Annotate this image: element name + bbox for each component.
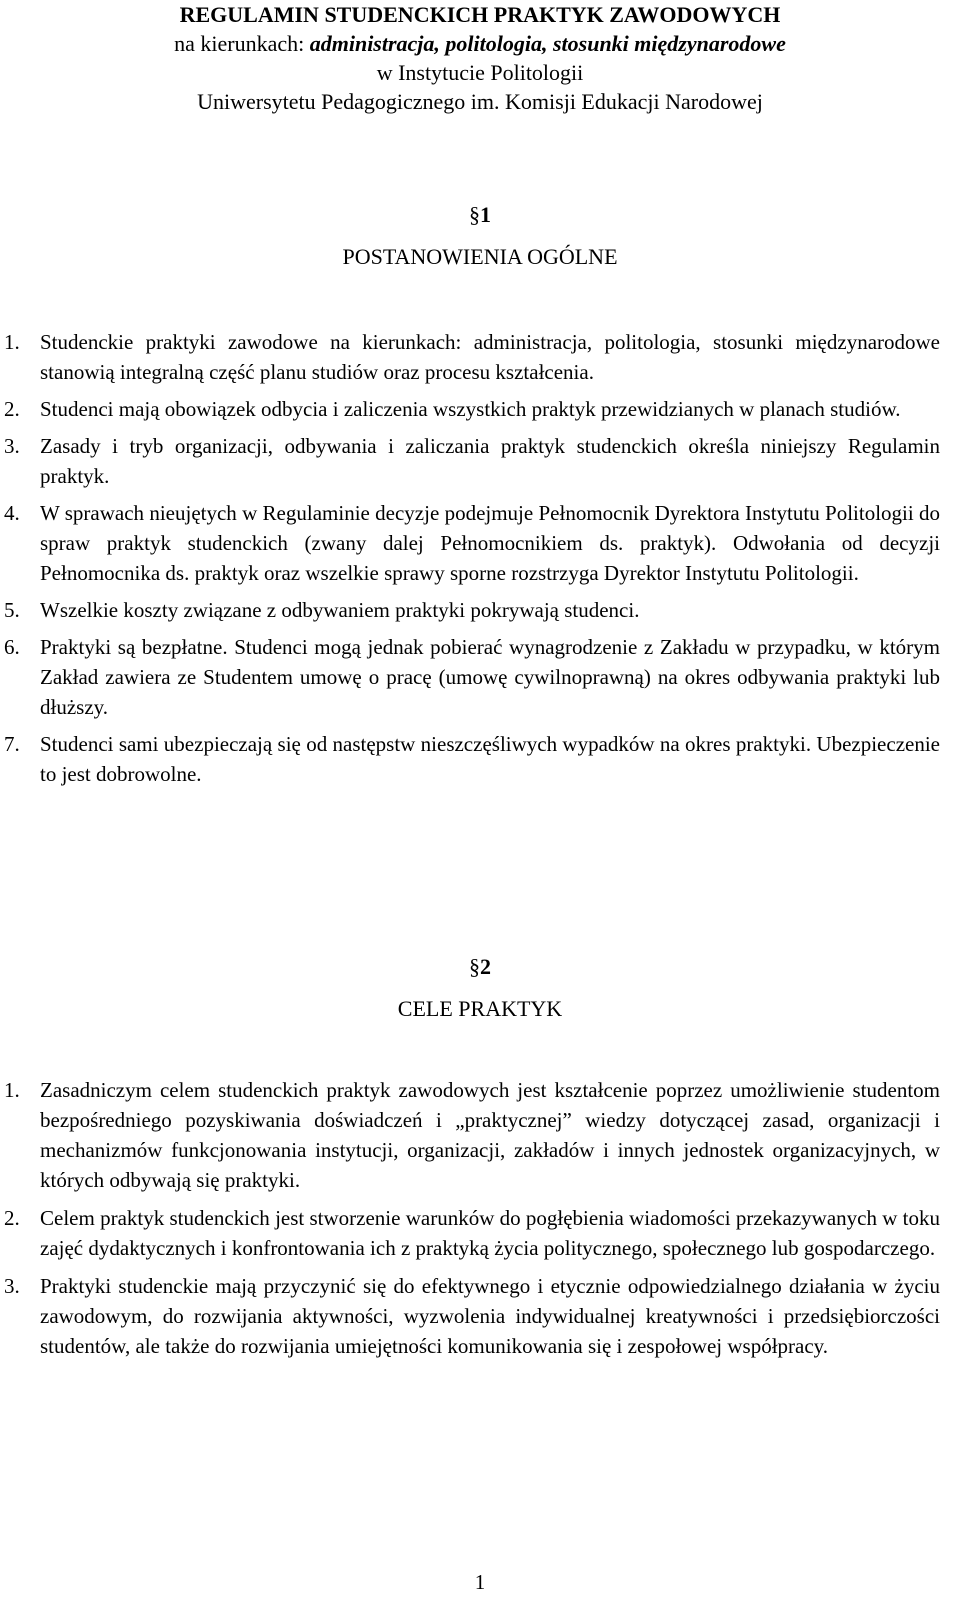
section-1-header xyxy=(0,200,960,272)
item-marker: 1. xyxy=(4,330,20,354)
item-text: Studenckie praktyki zawodowe na kierunkach: administracja, politologia, stosunki międzynarodowe stanowią integralną część planu studiów oraz procesu kształcenia. xyxy=(40,330,940,384)
item-text: Celem praktyk studenckich jest stworzenie warunków do pogłębienia wiadomości przekazywanych w toku zajęć dydaktycznych i konfrontowania ich z praktyką życia politycznego, społecznego lub gospodarczego. xyxy=(40,1206,940,1260)
item-marker: 5. xyxy=(4,598,20,622)
list-item xyxy=(0,1075,960,1195)
university-line: Uniwersytetu Pedagogicznego im. Komisji Edukacji Narodowej xyxy=(197,89,763,114)
list-item xyxy=(0,595,960,625)
item-marker: 7. xyxy=(4,732,20,756)
section-2-header xyxy=(0,952,960,1024)
list-item xyxy=(0,632,960,722)
item-marker: 2. xyxy=(4,1206,20,1230)
courses-list: administracja, politologia, stosunki międzynarodowe xyxy=(309,31,786,56)
section-2-list xyxy=(0,1075,960,1369)
item-marker: 6. xyxy=(4,635,20,659)
list-item xyxy=(0,1203,960,1263)
item-text: Wszelkie koszty związane z odbywaniem praktyki pokrywają studenci. xyxy=(40,598,640,622)
list-item xyxy=(0,394,960,424)
item-marker: 2. xyxy=(4,397,20,421)
paragraph-sign-icon: § xyxy=(469,202,480,227)
document-title: REGULAMIN STUDENCKICH PRAKTYK ZAWODOWYCH xyxy=(179,2,781,27)
list-item xyxy=(0,498,960,588)
institute-line: w Instytucie Politologii xyxy=(376,60,584,85)
page-number: 1 xyxy=(474,1570,486,1594)
item-text: W sprawach nieujętych w Regulaminie decyzje podejmuje Pełnomocnik Dyrektora Instytutu Politologii do spraw praktyk studenckich (zwany dalej Pełnomocnikiem ds. praktyk). Odwołania od decyzji Pełnomocnika ds. praktyk oraz wszelkie sprawy sporne rozstrzyga Dyrektor Instytutu Politologii. xyxy=(40,501,940,585)
section-1-list xyxy=(0,327,960,796)
section-1-heading: POSTANOWIENIA OGÓLNE xyxy=(342,244,618,269)
item-marker: 3. xyxy=(4,434,20,458)
item-text: Praktyki studenckie mają przyczynić się do efektywnego i etycznie odpowiedzialnego działania w życiu zawodowym, do rozwijania aktywności, wyzwolenia indywidualnej kreatywności i przedsiębiorczości studentów, ale także do rozwijania umiejętności komunikowania się i zespołowej współpracy. xyxy=(40,1274,940,1358)
list-item xyxy=(0,431,960,491)
courses-line xyxy=(0,29,960,58)
item-marker: 4. xyxy=(4,501,20,525)
section-2-number: §2 xyxy=(469,954,491,979)
document-header xyxy=(0,0,960,116)
item-marker: 1. xyxy=(4,1078,20,1102)
courses-prefix: na kierunkach: xyxy=(174,31,310,56)
list-item xyxy=(0,327,960,387)
section-1-number: §1 xyxy=(469,202,491,227)
list-item xyxy=(0,729,960,789)
item-text: Studenci mają obowiązek odbycia i zaliczenia wszystkich praktyk przewidzianych w planach studiów. xyxy=(40,397,901,421)
item-text: Praktyki są bezpłatne. Studenci mogą jednak pobierać wynagrodzenie z Zakładu w przypadku, w którym Zakład zawiera ze Studentem umowę o pracę (umowę cywilnoprawną) na okres odbywania praktyki lub dłuższy. xyxy=(40,635,940,719)
item-text: Studenci sami ubezpieczają się od następstw nieszczęśliwych wypadków na okres praktyki. Ubezpieczenie to jest dobrowolne. xyxy=(40,732,940,786)
list-item xyxy=(0,1271,960,1361)
paragraph-sign-icon: § xyxy=(469,954,480,979)
section-2-heading: CELE PRAKTYK xyxy=(397,996,563,1021)
item-text: Zasadniczym celem studenckich praktyk zawodowych jest kształcenie poprzez umożliwienie studentom bezpośredniego pozyskiwania doświadczeń i „praktycznej” wiedzy dotyczącej zasad, organizacji i mechanizmów funkcjonowania instytucji, organizacji, zakładów i innych jednostek organizacyjnych, w których odbywają się praktyki. xyxy=(40,1078,940,1192)
item-text: Zasady i tryb organizacji, odbywania i zaliczania praktyk studenckich określa niniejszy Regulamin praktyk. xyxy=(40,434,940,488)
item-marker: 3. xyxy=(4,1274,20,1298)
